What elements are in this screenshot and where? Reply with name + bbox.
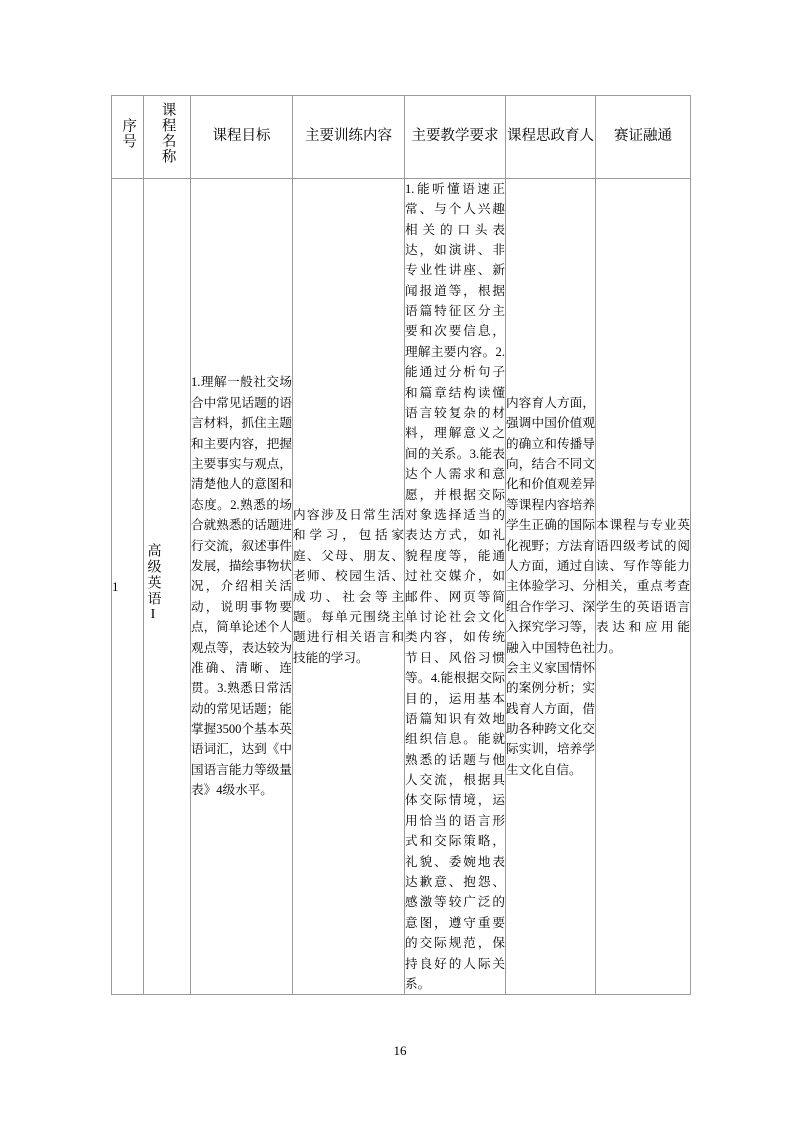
column-header-teaching-requirements-label: 主要教学要求 <box>411 128 499 145</box>
column-header-no-label: 序号 <box>120 117 137 149</box>
column-header-competition-certification-label: 赛证融通 <box>614 128 672 145</box>
column-header-course-goal <box>191 96 293 179</box>
column-header-course-name-label: 课程名称 <box>159 102 176 164</box>
cell-competition-certification: 本课程与专业英语四级考试的阅读、写作等能力相关，重点考查学生的英语语言表达和应用能力。 <box>596 178 691 995</box>
column-header-teaching-requirements <box>405 96 506 179</box>
cell-course-name-label: 高级英语I <box>145 542 161 624</box>
cell-teaching-requirements: 1.能听懂语速正常、与个人兴趣相关的口头表达，如演讲、非专业性讲座、新闻报道等，根据语篇特征区分主要和次要信息，理解主要内容。2.能通过分析句子和篇章结构读懂语言较复杂的材料，理解意义之间的关系。3.能表达个人需求和意愿，并根据交际对象选择适当的表达方式，如礼貌程度等，能通过社交媒介，如邮件、网页等简单讨论社会文化类内容，如传统节日、风俗习惯等。4.能根据交际目的，运用基本语篇知识有效地组织信息。能就熟悉的话题与他人交流，根据具体交际情境，运用恰当的语言形式和交际策略，礼貌、委婉地表达歉意、抱怨、感激等较广泛的意图，遵守重要的交际规范，保持良好的人际关系。 <box>405 178 506 995</box>
cell-ideological-education: 内容育人方面，强调中国价值观的确立和传播导向，结合不同文化和价值观差异等课程内容培养学生正确的国际化视野；方法育人方面，通过自主体验学习、分组合作学习、深入探究学习等，融入中国特色社会主义家国情怀的案例分析；实践育人方面，借助各种跨文化交际实训，培养学生文化自信。 <box>506 178 596 995</box>
column-header-course-goal-label: 课程目标 <box>212 128 271 145</box>
cell-course-name <box>144 178 191 995</box>
column-header-ideological-education-label: 课程思政育人 <box>507 128 594 145</box>
table-row <box>112 178 691 995</box>
column-header-ideological-education <box>506 96 596 179</box>
cell-course-goal: 1.理解一般社交场合中常见话题的语言材料，抓住主题和主要内容，把握主要事实与观点，清楚他人的意图和态度。2.熟悉的场合就熟悉的话题进行交流，叙述事件发展，描绘事物状况，介绍相关活动，说明事物要点，简单论述个人观点等，表达较为准确、清晰、连贯。3.熟悉日常活动的常见话题；能掌握3500个基本英语词汇，达到《中国语言能力等级量表》4级水平。 <box>191 178 293 995</box>
cell-row-number: 1 <box>112 178 144 995</box>
column-header-course-name <box>144 96 191 179</box>
cell-training-content: 内容涉及日常生活和学习，包括家庭、父母、朋友、老师、校园生活、成功、社会等主题。每单元围绕主题进行相关语言和技能的学习。 <box>293 178 405 995</box>
table-header-row <box>112 96 691 179</box>
column-header-competition-certification <box>596 96 691 179</box>
course-syllabus-table <box>111 95 691 995</box>
column-header-training-content <box>293 96 405 179</box>
column-header-no <box>112 96 144 179</box>
page-number: 16 <box>393 1043 407 1058</box>
column-header-training-content-label: 主要训练内容 <box>305 128 392 145</box>
